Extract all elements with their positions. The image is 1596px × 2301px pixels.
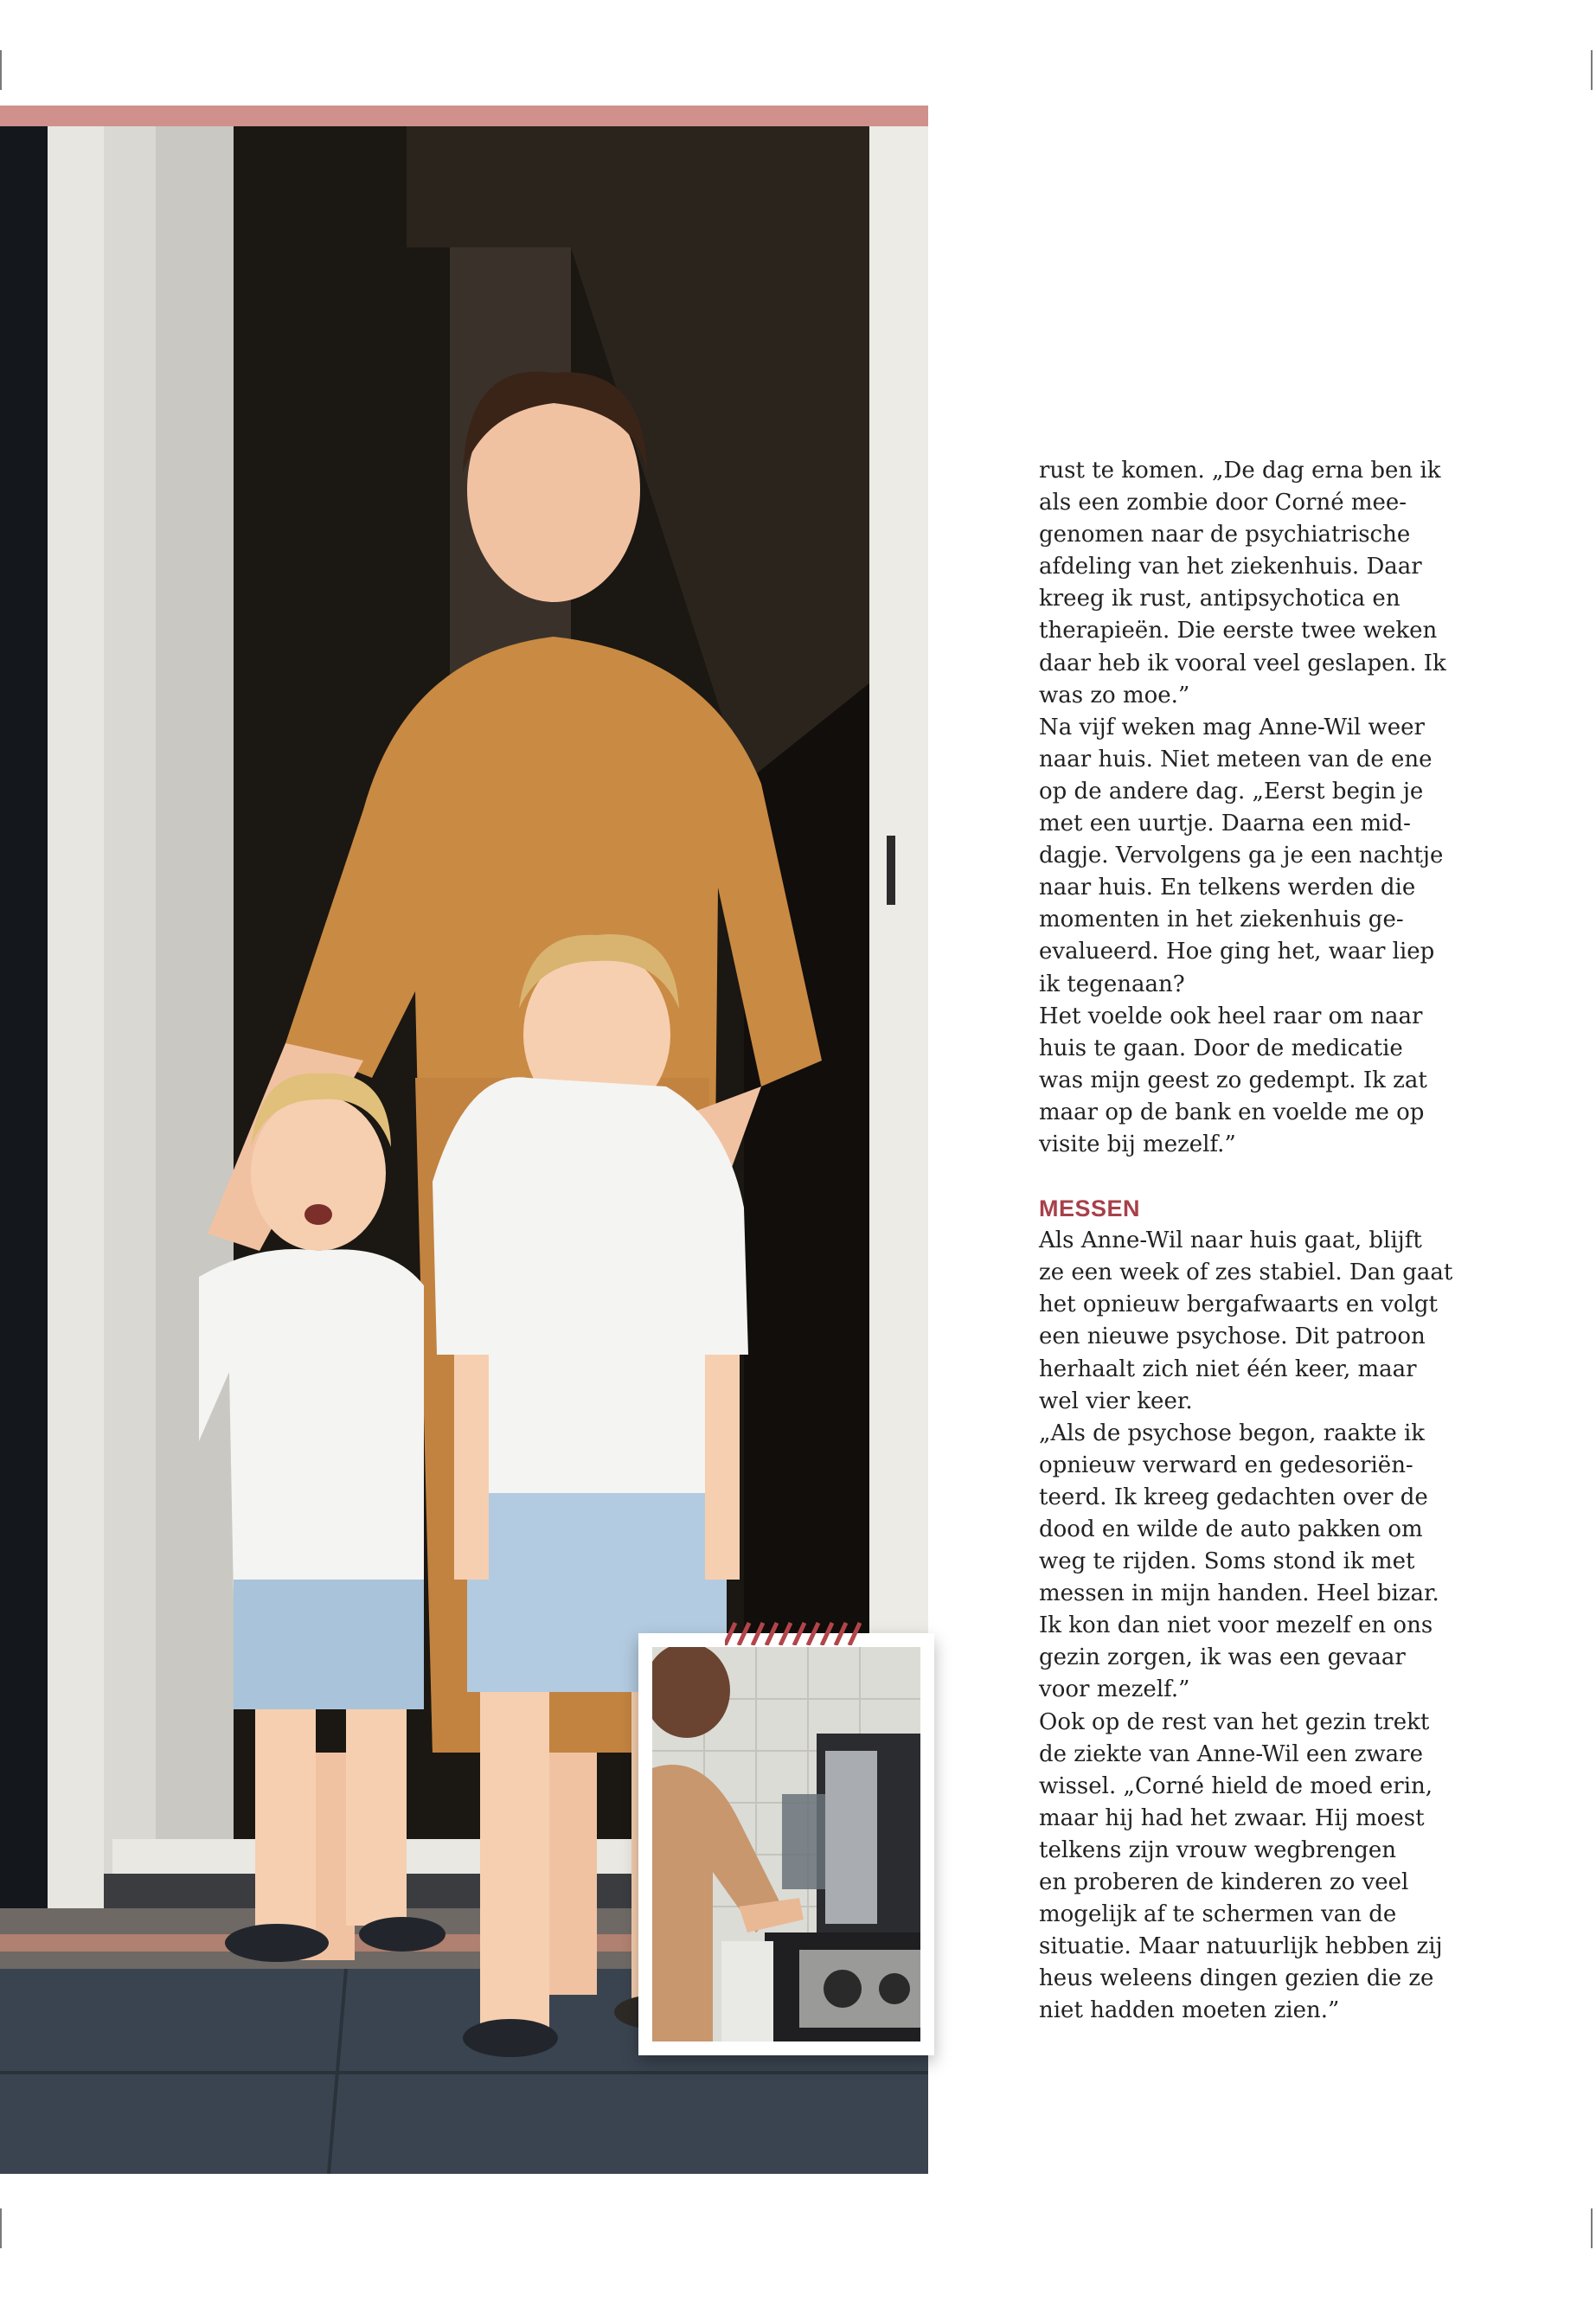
accent-bar bbox=[0, 106, 928, 126]
crop-mark-top-left bbox=[0, 50, 2, 90]
article-paragraph: Na vijf weken mag Anne-Wil weer naar huis. Niet meteen van de ene op de andere dag. „Eerst begin je met een uurtje. Daarna een mid- dagje. Vervolgens ga je een nachtje naar huis. En telkens werden die momenten in het ziekenhuis ge- evalueerd. Hoe ging het, waar liep ik tegenaan? bbox=[1039, 714, 1444, 997]
article-paragraph: Als Anne-Wil naar huis gaat, blijft ze een week of zes stabiel. Dan gaat het opnieuw bergafwaarts en volgt een nieuwe psychose. Dit patroon herhaalt zich niet één keer, maar wel vier keer. bbox=[1039, 1227, 1453, 1414]
inset-photo bbox=[638, 1633, 934, 2055]
crop-mark-bottom-left bbox=[0, 2208, 2, 2248]
article-paragraph: Het voelde ook heel raar om naar huis te gaan. Door de medicatie was mijn geest zo gedempt. Ik zat maar op de bank en voelde me op visite bij mezelf.” bbox=[1039, 1003, 1427, 1157]
article-paragraph: rust te komen. „De dag erna ben ik als een zombie door Corné mee- genomen naar de psychiatrische afdeling van het ziekenhuis. Daar kreeg ik rust, antipsychotica en therapieën. Die eerste twee weken daar heb ik vooral veel geslapen. Ik was zo moe.” bbox=[1039, 458, 1446, 708]
article-paragraph: „Als de psychose begon, raakte ik opnieuw verward en gedesoriën- teerd. Ik kreeg gedachten over de dood en wilde de auto pakken om weg te rijden. Soms stond ik met messen in mijn handen. Heel bizar. Ik kon dan niet voor mezelf en ons gezin zorgen, ik was een gevaar voor mezelf.” bbox=[1039, 1420, 1439, 1703]
crop-mark-bottom-right bbox=[1591, 2208, 1593, 2248]
article-column bbox=[1039, 455, 1454, 2028]
article-paragraph: Ook op de rest van het gezin trekt de ziekte van Anne-Wil een zware wissel. „Corné hield de moed erin, maar hij had het zwaar. Hij moest telkens zijn vrouw wegbrengen en proberen de kinderen zo veel mogelijk af te schermen van de situatie. Maar natuurlijk hebben zij heus weleens dingen gezien die ze niet hadden moeten zien.” bbox=[1039, 1708, 1443, 2024]
section-heading: MESSEN bbox=[1039, 1195, 1141, 1222]
crop-mark-top-right bbox=[1591, 50, 1593, 90]
decorative-hatch bbox=[725, 1619, 862, 1645]
